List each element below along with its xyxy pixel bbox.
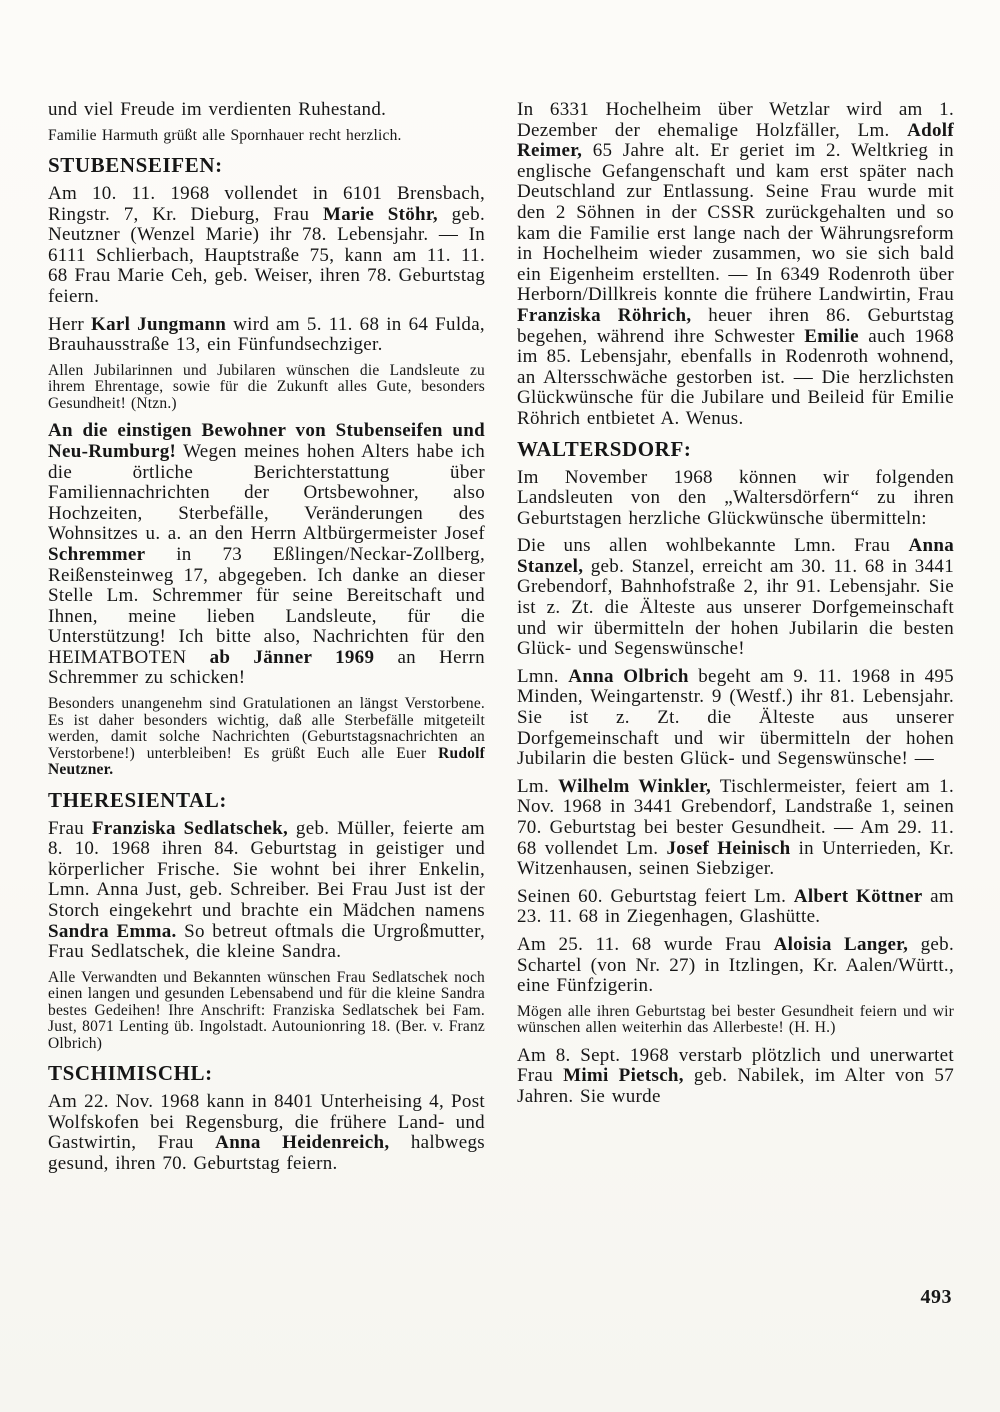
text-segment: wird am 5. 11. 68 in 64 Fulda, Brauhausstraße 13, ein Fünfundsechziger. — [48, 313, 485, 356]
page-number: 493 — [920, 1286, 952, 1308]
text-segment: und viel Freude im verdienten Ruhestand. — [48, 99, 387, 120]
bold-text-segment: Sandra Emma. — [48, 920, 177, 942]
body-paragraph — [517, 777, 954, 880]
text-segment: Die uns allen wohlbekannte Lmn. Frau — [517, 535, 909, 557]
bold-text-segment: Aloisia Langer, — [773, 933, 909, 955]
text-segment: Herr — [48, 313, 91, 335]
body-paragraph — [517, 667, 954, 770]
bold-text-segment: Rudolf Neutzner. — [48, 744, 485, 779]
body-paragraph — [48, 421, 485, 689]
bold-text-segment: Adolf Reimer, — [517, 119, 954, 162]
small-print-paragraph — [48, 363, 485, 413]
body-paragraph — [48, 819, 485, 963]
text-segment: Frau — [48, 817, 92, 839]
body-paragraph — [517, 100, 954, 430]
text-segment: Lm. — [517, 775, 559, 797]
text-segment: Am 10. 11. 1968 vollendet in 6101 Brensbach, Ringstr. 7, Kr. Dieburg, Frau — [48, 183, 485, 225]
bold-text-segment: ab Jänner 1969 — [209, 646, 375, 668]
text-segment: auch 1968 im 85. Lebensjahr, ebenfalls in Rodenroth wohnend, an Altersschwäche gestorben ist. — Die herzlichsten Glückwünsche für die Jubilare und Beileid für Emilie Röhrich entbietet A. Wenus. — [517, 325, 954, 429]
text-segment: in Unterrieden, Kr. Witzenhausen, seinen Siebziger. — [517, 837, 954, 880]
body-paragraph — [517, 935, 954, 997]
text-segment: So betreut oftmals die Urgroßmutter, Frau Sedlatschek, die kleine Sandra. — [48, 920, 485, 963]
text-segment: TSCHIMISCHL: — [48, 1061, 213, 1086]
text-segment: geb. Neutzner (Wenzel Marie) ihr 78. Lebensjahr. — In 6111 Schlierbach, Hauptstraße 75, kann am 11. 11. 68 Frau Marie Ceh, geb. Weiser, ihren 78. Geburtstag feiern. — [48, 203, 486, 308]
small-print-paragraph — [48, 128, 485, 145]
text-segment: geb. Müller, feierte am 8. 10. 1968 ihren 84. Geburtstag in geistiger und körperlicher Frische. Sie wohnt bei ihrer Enkelin, Lmn. Anna Just, geb. Schreiber. Bei Frau Just ist der Storch eingekehrt und brachte ein Mädchen namens — [48, 817, 486, 921]
bold-text-segment: Karl Jungmann — [90, 313, 227, 335]
body-paragraph — [48, 100, 485, 121]
body-paragraph — [48, 315, 485, 356]
text-segment: Am 25. 11. 68 wurde Frau — [517, 933, 774, 955]
text-segment: Seinen 60. Geburtstag feiert Lm. — [517, 885, 794, 907]
text-segment: Wegen meines hohen Alters habe ich die örtliche Berichterstattung über Familiennachrichten der Ortsbewohner, also Hochzeiten, Sterbefälle, Veränderungen des Wohnsitzes u. a. an den Herrn Altbürgermeister Josef — [48, 440, 485, 545]
bold-text-segment: Josef Heinisch — [666, 837, 791, 859]
text-segment: Am 8. Sept. 1968 verstarb plötzlich und unerwartet Frau — [517, 1044, 954, 1087]
text-segment: Im November 1968 können wir folgenden Landsleuten von den „Waltersdörfern“ zu ihren Geburtstagen herzliche Glückwünsche übermitteln: — [517, 466, 954, 529]
bold-text-segment: Wilhelm Winkler, — [558, 775, 711, 797]
text-segment: heuer ihren 86. Geburtstag begehen, während ihre Schwester — [517, 304, 954, 347]
right-column — [517, 100, 954, 1182]
text-segment: Am 22. Nov. 1968 kann in 8401 Unterheising 4, Post Wolfskofen bei Regensburg, die frühere Land- und Gastwirtin, Frau — [48, 1091, 485, 1154]
section-heading — [48, 153, 485, 178]
text-segment: Besonders unangenehm sind Gratulationen an längst Verstorbene. Es ist daher besonders wichtig, daß alle Sterbefälle mitgeteilt werden, damit solche Nachrichten (Geburtstagsnachrichten an Verstorbene!) unterbleiben! Es grüßt Euch alle Euer — [48, 695, 485, 762]
bold-text-segment: Albert Köttner — [793, 885, 923, 907]
bold-text-segment: Anna Stanzel, — [517, 535, 954, 577]
bold-text-segment: Anna Olbrich — [568, 665, 689, 687]
bold-text-segment: Franziska Sedlatschek, — [91, 817, 289, 839]
body-paragraph — [48, 184, 485, 308]
text-segment: 65 Jahre alt. Er geriet im 2. Weltkrieg in englische Gefangenschaft und kam erst später nach Deutschland zur Entlassung. Seine Frau wurde mit den 2 Söhnen in der CSSR zurückgehalten und so kam die Familie erst lange nach der Währungsreform in Hochelheim wieder zusammen, wo sie sich bald ein Eigenheim erstellten. — In 6349 Rodenroth über Herborn/Dillkreis konnte die frühere Landwirtin, Frau — [517, 140, 954, 306]
bold-text-segment: Marie Stöhr, — [323, 203, 438, 225]
section-heading — [48, 1061, 485, 1086]
text-segment: an Herrn Schremmer zu schicken! — [48, 646, 485, 689]
text-segment: Tischlermeister, feiert am 1. Nov. 1968 in 3441 Grebendorf, Landstraße 1, seinen 70. Geburtstag bei bester Gesundheit. — Am 29. 11. 68 vollendet Lm. — [517, 775, 954, 859]
text-segment: Familie Harmuth grüßt alle Spornhauer recht herzlich. — [48, 126, 402, 144]
body-paragraph — [517, 1046, 954, 1108]
bold-text-segment: Anna Heidenreich, — [215, 1132, 390, 1154]
text-segment: STUBENSEIFEN: — [48, 153, 223, 178]
small-print-paragraph — [48, 970, 485, 1053]
section-heading — [517, 437, 954, 462]
text-segment: in 73 Eßlingen/Neckar-Zollberg, Reißensteinweg 17, abgegeben. Ich danke an dieser Stelle Lm. Schremmer für seine Bereitschaft und Ihnen, meine lieben Landsleute, für die Unterstützung! Ich bitte also, Nachrichten für den HEIMATBOTEN — [48, 543, 485, 668]
body-paragraph — [517, 887, 954, 928]
text-segment: Mögen alle ihren Geburtstag bei bester Gesundheit feiern und wir wünschen allen weiterhin das Allerbeste! (H. H.) — [517, 1002, 954, 1037]
left-column — [48, 100, 485, 1182]
text-segment: geb. Nabilek, im Alter von 57 Jahren. Sie wurde — [517, 1065, 954, 1107]
text-segment: Allen Jubilarinnen und Jubilaren wünschen die Landsleute zu ihrem Ehrentage, sowie für die Zukunft alles Gute, besonders Gesundheit! (Ntzn.) — [48, 361, 485, 412]
text-segment: Lmn. — [517, 665, 569, 687]
bold-text-segment: An die einstigen Bewohner von Stubenseifen und Neu-Rumburg! — [48, 420, 485, 462]
text-segment: THERESIENTAL: — [48, 787, 227, 812]
text-segment: geb. Schartel (von Nr. 27) in Itzlingen, Kr. Aalen/Württ., eine Fünfzigerin. — [517, 933, 954, 997]
body-paragraph — [517, 536, 954, 660]
bold-text-segment: Schremmer — [48, 543, 146, 565]
bold-text-segment: Emilie — [804, 325, 859, 347]
small-print-paragraph — [48, 696, 485, 779]
body-paragraph — [517, 468, 954, 530]
text-segment: am 23. 11. 68 in Ziegenhagen, Glashütte. — [517, 885, 954, 928]
text-segment: WALTERSDORF: — [517, 436, 692, 461]
section-heading — [48, 788, 485, 813]
body-paragraph — [48, 1092, 485, 1174]
text-segment: In 6331 Hochelheim über Wetzlar wird am 1. Dezember der ehemalige Holzfäller, Lm. — [517, 99, 954, 141]
bold-text-segment: Franziska Röhrich, — [517, 304, 692, 326]
text-segment: geb. Stanzel, erreicht am 30. 11. 68 in 3441 Grebendorf, Bahnhofstraße 2, ihr 91. Lebensjahr. Sie ist z. Zt. die Älteste aus unserer Dorfgemeinschaft und wir übermitteln der hohen Jubilarin die besten Glück- und Segenswünsche! — [517, 555, 954, 660]
text-columns — [48, 100, 954, 1182]
bold-text-segment: Mimi Pietsch, — [563, 1065, 684, 1087]
text-segment: Alle Verwandten und Bekannten wünschen Frau Sedlatschek noch einen langen und gesunden Lebensabend und für die kleine Sandra bestes Gedeihen! Ihre Anschrift: Franziska Sedlatschek bei Fam. Just, 8071 Lenting üb. Ingolstadt. Autounionring 18. (Ber. v. Franz Olbrich) — [48, 968, 485, 1052]
small-print-paragraph — [517, 1004, 954, 1037]
text-segment: halbwegs gesund, ihren 70. Geburtstag feiern. — [48, 1132, 485, 1174]
text-segment: begeht am 9. 11. 1968 in 495 Minden, Weingartenstr. 9 (Westf.) ihr 81. Lebensjahr. Sie ist z. Zt. die Älteste aus unserer Dorfgemeinschaft und wir übermitteln der hohen Jubilarin die besten Glück- und Segenswünsche! — — [517, 665, 954, 770]
